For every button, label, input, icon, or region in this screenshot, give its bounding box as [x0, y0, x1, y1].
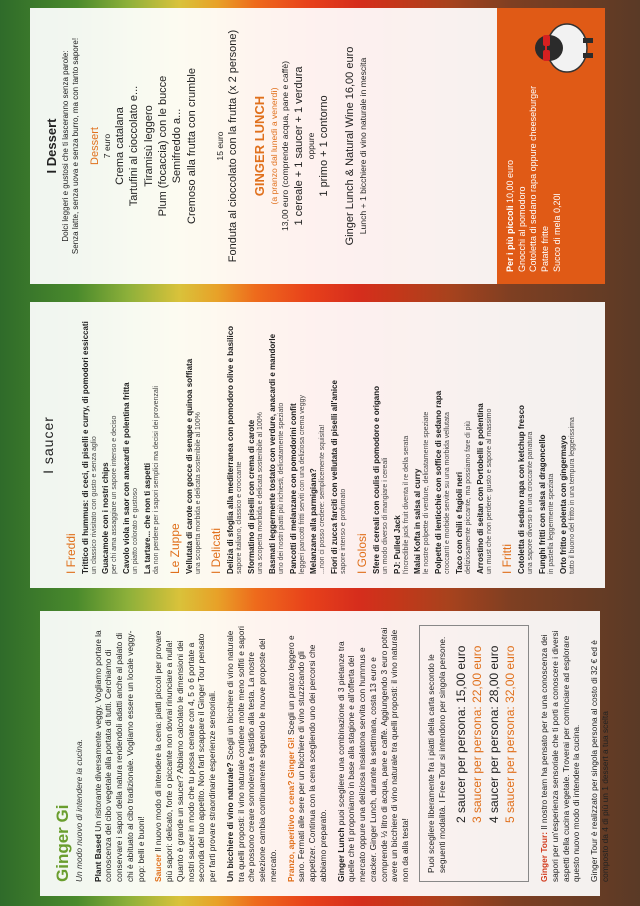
- menu-item-name: Basmati leggermente tostato con verdure, anacardi e mandorle: [267, 333, 277, 574]
- section-title: I Golosi: [354, 533, 369, 574]
- section-title: I Delicati: [209, 527, 224, 574]
- dessert-item: Semifreddo a...: [171, 108, 184, 184]
- tour-lead: Ginger Tour:: [539, 831, 549, 882]
- pricing-intro: Puoi scegliere liberamente fra i piatti della carta secondo le seguenti modalità. I Free Tour si intendono per singola persone.: [425, 636, 447, 873]
- menu-item-desc: l'incredibile jack fruit diventa il re della serata: [402, 435, 410, 574]
- price-line: 4 saucer per persona: 28,00 euro: [486, 645, 501, 823]
- menu-item: [268, 316, 287, 574]
- dessert-item: Tartufini al cioccolato e...: [128, 85, 141, 207]
- menu-item-name: Taco con chili e fagioli neri: [454, 471, 464, 574]
- menu-item: [434, 316, 453, 574]
- brand-tagline: Un modo nuovo di intendere la cucina.: [73, 739, 84, 882]
- tour-paragraph: [539, 625, 582, 882]
- menu-item-name: Cavolo viola in saor con anacardi e polentina fritta: [122, 382, 131, 574]
- menu-item-name: Cotoletta di sedano rapa con ketchup fresco: [517, 405, 527, 574]
- menu-item-desc: sapore intenso e profumato: [340, 488, 347, 574]
- dessert-subtitle-line: Dolci leggeri e gustosi che ti lasceranno senza parole:: [60, 50, 70, 242]
- saucer-sections: [64, 316, 578, 574]
- kids-item: Succo di mela 0,20l: [551, 193, 562, 272]
- plant-based-text: Un ristorante diversamente veggy. Vogliamo portare la conoscenza del cibo vegetale alla portata di tutti. Cerchiamo di conservare i sapori della natura rendendoli adatti anche al palato di chi è abituato al cibo tradizionale. Vogliamo essere un locale veggy-pop: belli e buoni!: [92, 630, 146, 882]
- menu-item-name: Pancotti di melanzane con pomodorini confit: [288, 403, 298, 574]
- kids-title: Per i più piccoli: [505, 205, 515, 272]
- menu-item: [143, 316, 162, 574]
- dessert-subtitle: [61, 22, 82, 270]
- price-line: 2 saucer per persona: 15,00 euro: [454, 645, 469, 823]
- fondue-item: Fonduta al cioccolato con la frutta (x 2 persone): [227, 29, 240, 263]
- kids-menu: [497, 8, 605, 284]
- menu-item-desc: un modo diverso di mangiare i cereali: [381, 457, 389, 574]
- menu-item: [330, 316, 349, 574]
- menu-item-name: La tartare... che non ti aspetti: [142, 462, 152, 574]
- menu-item: [101, 316, 120, 574]
- lunch-when: (a pranzo dal lunedì a venerdì): [269, 87, 280, 205]
- menu-item: [81, 316, 100, 574]
- menu-item-desc: una sapore diverso in una croccante panatura: [527, 431, 535, 574]
- kids-item: Gnocchi al pomodoro: [516, 186, 527, 272]
- kids-item: Cotoletta di sedano rapa oppure cheeseburger: [528, 85, 539, 272]
- kids-item: Patate fritte: [540, 225, 551, 272]
- dessert-column: [30, 8, 605, 284]
- tour-note: Ginger Tour è realizzato per singola persona al costo di 32 € ed è composto da 4 di più un 1 dessert a tua scelta: [589, 640, 610, 882]
- dessert-price: 7 euro: [101, 133, 112, 159]
- menu-item-desc: una scoperta morbida e delicata sostenibile al 100%: [194, 412, 202, 574]
- menu-item-name: PJ: Pulled Jack: [392, 515, 402, 574]
- wine-line: Ginger Lunch & Natural Wine 16,00 euro: [344, 46, 357, 246]
- aperitivo-lead: Pranzo, aperitivo o cena? Ginger Gi!: [285, 737, 296, 882]
- menu-item-name: Polpette di lenticchie con soffice di sedano rapa: [434, 390, 443, 574]
- menu-item: [372, 316, 391, 574]
- dessert-list: [113, 22, 199, 270]
- plant-based-lead: Plant Based: [92, 834, 103, 882]
- saucer-lead: Saucer: [153, 854, 164, 882]
- wine-paragraph: [225, 625, 279, 882]
- lunch-lead: Ginger Lunch: [335, 827, 346, 882]
- menu-item: [517, 316, 536, 574]
- menu-item: [559, 316, 578, 574]
- menu-item: [122, 316, 141, 574]
- tour-text: Il nostro team ha pensato per te una conoscenza dei sapori per un'esperienza sensoriale che ti porti a conoscere i diversi aspetti della cucina vegetale. Troverai per cominciare ad esplorare questo nuovo modo di intendere la cucina.: [539, 630, 582, 882]
- menu-item-desc: per chi ama assaggiare un sapore intenso e deciso: [111, 415, 119, 574]
- dessert-item: Tiramisù leggero: [142, 105, 155, 187]
- section-title: I Fritti: [500, 544, 515, 574]
- menu-item-desc: deliziosamente piccante, ma possiamo fare di più: [464, 421, 472, 574]
- fondue-price: 15 euro: [214, 131, 225, 161]
- lunch-title: GINGER LUNCH: [252, 95, 268, 197]
- menu-item-desc: da non perdere per i sapori semplici ma decisi dei provenzali: [152, 386, 160, 574]
- menu-item-desc: uno dei nostri piatti più richiesti, delicatamente speziato: [277, 402, 285, 574]
- menu-item-desc: un piatto colorato e gustoso: [132, 487, 139, 574]
- wine-lead: Un bicchiere di vino naturale?: [224, 762, 235, 882]
- price-line: 3 saucer per persona: 22,00 euro: [470, 645, 485, 823]
- sheep-mascot-icon: [523, 16, 595, 80]
- aperitivo-text: Scegli un pranzo leggero e sano. Fermati alle sere per un bicchiere di vino stuzzicando gli appetizer. Continua con la cena scegliendo uno dei percorsi che abbiamo preparato.: [285, 635, 328, 882]
- menu-item-desc: tutto il buono del fritto in una tempura leggerissima: [568, 417, 576, 574]
- menu-item-name: Sformatino di piselli con crema di carote: [247, 419, 256, 574]
- kids-price: 10,00 euro: [505, 159, 515, 203]
- saucer-title: I saucer: [40, 416, 56, 474]
- saucer-paragraph: [153, 625, 218, 882]
- menu-item: [247, 316, 266, 574]
- menu-item-name: Funghi fritti con salsa al dragoncello: [538, 434, 547, 574]
- brand-title: Ginger Gi: [53, 804, 72, 882]
- lunch-option: 1 cereale + 1 saucer + 1 verdura: [292, 66, 305, 226]
- menu-item: [309, 316, 328, 574]
- menu-item: [226, 316, 245, 574]
- dessert-title: I Dessert: [44, 118, 59, 174]
- aperitivo-paragraph: [286, 625, 329, 882]
- wine-text: Scegli un bicchiere di vino naturale tra quelli proposti: il vino naturale contiene molte meno solfiti e sapori che possono creare sonnolenza e fastidio alla testa. La nostre selezione cambia continuamente seguendo le nuove proposte del mercato.: [224, 625, 278, 882]
- menu-item-name: Malai Kofta in salsa al curry: [413, 468, 423, 574]
- menu-item-desc: leggeri pancotti fritti serviti con una deliziosa crema veggy: [298, 395, 306, 574]
- lunch-price: 13,00 euro (comprende acqua, pane e caffè): [280, 61, 291, 231]
- lunch-or: oppure: [305, 132, 316, 160]
- section-title: I Freddi: [63, 533, 78, 574]
- plant-based-paragraph: [93, 625, 147, 882]
- menu-item: [538, 316, 557, 574]
- menu-item-desc: sapore italiano, classico e croccante: [236, 461, 244, 574]
- lunch-option: 1 primo + 1 contorno: [318, 95, 331, 197]
- price-list: [453, 634, 518, 823]
- dessert-item: Crema catalana: [114, 107, 127, 185]
- menu-item-name: Orto fritto e polenta con gingermayo: [558, 435, 568, 574]
- menu-item: [476, 316, 495, 574]
- lunch-text: puoi scegliere una combinazione di 3 pietanze tra quelle che ti proponiamo in base alla stagione e all'offerta del mercato oppure una deliziosa insalatona servita con hummus e cracker. Ginger Lunch, durante la settimana, costa 13 euro e comprende ½ litro di acqua, pane e caffè. Aggiungendo 3 euro potrai avere un bicchiere di vino naturale tra quelli proposti: il vino naturale non da alla testa!: [335, 627, 410, 882]
- menu-item-name: Vellutata di carote con gocce di senape e quinoa soffiata: [184, 358, 194, 574]
- saucer-text: Il nuovo modo di intendere la cena: piatti piccoli per provare più sapori: delicato, forte o piccante non dovrai rinunciare a nulla! Quanto è grande un saucer? Abbiamo calcolato le dimensioni dei nostri saucer in modo che tu possa cenare con 4, 5 o 6 portate a seconda del tuo appetito. Non farti scappare il Ginger Tour pensato per farti provare straordinarie esperienze sensoriali.: [153, 630, 217, 882]
- menu-item-desc: le nostre polpette di verdure, delicatamente speziate: [423, 411, 431, 574]
- dessert-item: Cremoso alla frutta con crumble: [185, 68, 198, 224]
- dessert-subtitle-line: Senza latte, senza uova e senza burro, ma con tanto sapore!: [71, 37, 81, 255]
- lunch-paragraph: [336, 625, 411, 882]
- menu-item-name: Delizia di sfoglia alla mediterranea con pomodoro olive e basilico: [226, 325, 236, 574]
- menu-item: [413, 316, 432, 574]
- menu-item-name: Arrostino di seitan con Portobelli e polentina: [475, 403, 485, 574]
- dessert-label: Dessert: [88, 127, 101, 165]
- menu-item-name: Melanzane alla parmigiana?: [309, 468, 319, 574]
- menu-item-desc: un must che non perdere: gusto e sapore al massimo: [485, 408, 493, 574]
- menu-item-desc: in pastella leggermente speziata: [548, 473, 555, 574]
- section-title: Le Zuppe: [167, 523, 182, 574]
- wine-sub: Lunch + 1 bicchiere di vino naturale in mescita: [357, 57, 368, 235]
- saucer-column: [30, 302, 605, 588]
- menu-item-desc: ...non ci posso credere: semplicemente squisita!: [319, 424, 327, 574]
- intro-column: [40, 611, 610, 896]
- price-line: 5 saucer per persona: 32,00 euro: [502, 645, 517, 823]
- menu-item-desc: un classico rivisitato con gusto e senza aglio: [90, 436, 98, 574]
- menu-item: [455, 316, 474, 574]
- menu-item: [393, 316, 412, 574]
- menu-item-desc: croccanti e morbide servite su una morbida vellutata: [444, 412, 451, 574]
- menu-item-name: Guacamole con i nostri chips: [101, 462, 111, 574]
- menu-item: [185, 316, 204, 574]
- menu-item-name: Sfere di cereali con coulis di pomodoro e origano: [371, 385, 381, 574]
- menu-item-name: Trittico di hummus: di ceci, di piselli e curry, di pomodori essiccati: [80, 321, 90, 574]
- menu-item: [289, 316, 308, 574]
- pricing-box: [419, 625, 529, 882]
- dessert-item: Plum (focaccia) con le bucce: [157, 75, 170, 217]
- menu-item-desc: una scoperta morbida e delicata sostenibile al 100%: [257, 412, 264, 574]
- menu-item-name: Fiori di zucca farciti con vellutata di piselli all'anice: [330, 380, 339, 574]
